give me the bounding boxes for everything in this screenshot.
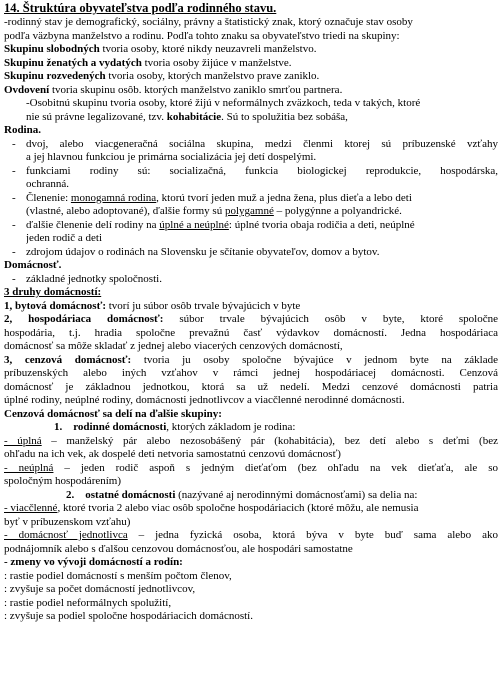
family-bullet-3-line-2 [26, 205, 498, 219]
household-heading: Domácnosť. [4, 259, 62, 271]
family-bullet-3-line-1 [26, 192, 498, 206]
membership-label: Členenie: [26, 191, 71, 204]
multi-member-text: , ktoré tvoria 2 alebo viac osôb spoločne hospodáriacich (ktoré môžu, ale nemusia [57, 502, 419, 514]
bullet-mark: - [12, 218, 16, 231]
group-married [4, 57, 498, 71]
family-heading: Rodina. [4, 124, 41, 136]
complete-household-line-1 [4, 435, 498, 449]
multi-member-term: - viacčlenné [4, 502, 58, 514]
group-divorced [4, 70, 498, 84]
household-bullet-1 [4, 273, 498, 287]
change-item: : rastie podiel neformálnych spolužití, [4, 596, 172, 609]
family-bullet-1-line-2: a jej hlavnou funkciou je primárna socializácia jej detí dospelými. [26, 151, 317, 163]
complete-household-line-2: ohľadu na ich vek, ak dospelé deti netvoria samostatnú cenzovú domácnosť) [4, 448, 341, 460]
incomplete-household-line-1 [4, 462, 498, 476]
cohabitation-line-1: -Osobitnú skupinu tvoria osoby, ktoré žijú v neformálnych zväzkoch, teda v takých, ktoré [26, 97, 421, 109]
family-bullet-2-line-2: ochranná. [26, 178, 70, 190]
single-person-line-2: podnájomník alebo s ďalšou cenzovou domácnosťou, ale hospodári samostatne [4, 542, 353, 555]
single-person-term: - domácnosť jednotlivca [4, 529, 128, 541]
type-economic-line-3: domácnosť sa môže skladať z jednej alebo viacerých cenzových domácností, [4, 340, 343, 352]
group-married-text: tvoria osoby žijúce v manželstve. [141, 56, 292, 69]
type-census-text: tvoria ju osoby spoločne bývajúce v jednom byte na základe [131, 353, 498, 366]
group-divorced-text: tvoria osoby, ktorých manželstvo prave zaniklo. [105, 70, 320, 82]
other-households-number: 2. [66, 488, 75, 501]
multi-member-line-1 [4, 502, 498, 516]
incomplete-household-line-2: spoločným hospodárením) [4, 475, 122, 487]
group-single-text: tvoria osoby, ktoré nikdy neuzavreli manželstvo. [99, 43, 317, 55]
family-bullet-4-line-2: jeden rodič a deti [26, 232, 103, 244]
complete-household-term: - úplná [4, 434, 42, 447]
change-item: : zvyšuje sa počet domácností jednotlivcov, [4, 583, 196, 595]
multi-member-line-2: byť v príbuzenskom vzťahu) [4, 515, 131, 528]
forms-text: (vlastné, alebo adoptované), ďalšie formy sú [26, 205, 225, 217]
single-person-text: – jedna fyzická osoba, ktorá býva v byte buď sama alebo ako [127, 529, 498, 541]
cohabitation-line-2 [4, 111, 498, 125]
household-bullet-1-line: základné jednotky spoločnosti. [26, 272, 162, 285]
family-bullet-5 [4, 246, 498, 260]
type-census-line-2: príbuzenských alebo iných vzťahov v rámci jednej hospodáriacej domácnosti. Cenzová [4, 367, 498, 379]
complete-incomplete-term: úplné a neúplné [159, 218, 229, 231]
type-dwelling [4, 300, 498, 314]
type-economic-text: súbor trvale bývajúcich osôb v byte, ktoré spoločne [163, 313, 498, 325]
complete-household-text: – manželský pár alebo nezosobášený pár (kohabitácia), bez detí alebo s deťmi (bez [41, 434, 498, 447]
group-single-label: Skupinu slobodných [4, 43, 100, 55]
family-bullet-1 [4, 138, 498, 165]
other-households-heading [4, 489, 498, 503]
polygamous-text: – polygýnne a polyandrické. [273, 205, 402, 217]
family-households-text: , ktorých základom je rodina: [166, 421, 296, 433]
family-households-number: 1. [54, 421, 63, 433]
family-bullet-5-line-1: zdrojom údajov o rodinách na Slovensku je sčítanie obyvateľov, domov a bytov. [26, 245, 380, 258]
intro-line-2: podľa väzbyna manželstvo a rodinu. Podľa tohto znaku sa obyvateľstvo triedi na skupiny: [4, 29, 400, 42]
family-households-label: rodinné domácnosti [73, 421, 167, 433]
incomplete-household-text: – jeden rodič aspoň s jedným dieťaťom (bez ohľadu na vek dieťaťa, ale so [53, 461, 498, 474]
type-economic-line-2: hospodária, t.j. hradia spoločne prevažnú časť výdavkov domácností. Jedna hospodáriaca [4, 326, 498, 339]
group-widowed [4, 84, 498, 98]
cohabitation-term: kohabitácie [166, 110, 222, 123]
family-bullet-3 [4, 192, 498, 219]
household-types-heading: 3 druhy domácností: [4, 286, 102, 298]
monogamous-family-term: monogamná rodina [70, 191, 157, 204]
type-economic-label: 2, hospodáriaca domácnosť: [4, 313, 164, 325]
intro-line-1: -rodinný stav je demografický, sociálny, právny a štatistický znak, ktorý označuje stav osoby [4, 16, 413, 28]
bullet-mark: - [12, 191, 16, 204]
monogamous-family-text: , ktorú tvorí jeden muž a jedna žena, plus dieťa a lebo deti [156, 191, 412, 204]
change-item: : rastie podiel domácností s menším počtom členov, [4, 569, 232, 582]
group-single [4, 43, 498, 57]
group-widowed-text: tvoria skupinu osôb. ktorých manželstvo zaniklo smrťou partnera. [49, 83, 343, 96]
further-division-text: ďalšie členenie delí rodiny na [26, 218, 160, 231]
type-dwelling-text: tvorí ju súbor osôb trvale bývajúcich v byte [106, 299, 301, 312]
changes-heading: - zmeny vo vývoji domácností a rodín: [4, 556, 183, 568]
family-bullet-4 [4, 219, 498, 246]
cohabitation-text-a: nie sú právne legalizované, tzv. [26, 110, 167, 123]
type-census-line-3: domácnosť je základnou jednotkou, ktorá sa už nedelí. Medzi cenzové domácnosti patria [4, 380, 498, 393]
type-economic-line-1 [4, 313, 498, 327]
group-married-label: Skupinu ženatých a vydatých [4, 56, 142, 69]
family-bullet-2 [4, 165, 498, 192]
type-census-label: 3, cenzová domácnosť: [4, 353, 132, 366]
group-divorced-label: Skupinu rozvedených [4, 70, 106, 82]
type-census-line-1 [4, 354, 498, 368]
single-person-line-1 [4, 529, 498, 543]
incomplete-household-term: - neúplná [4, 461, 54, 474]
bullet-mark: - [12, 272, 16, 285]
complete-incomplete-text: : úplné tvoria obaja rodičia a deti, neúplné [228, 218, 415, 231]
cohabitation-text-c: . Sú to spolužitia bez sobáša, [221, 110, 348, 123]
group-widowed-label: Ovdovení [4, 83, 50, 96]
change-item: : zvyšuje sa podiel spoločne hospodáriacich domácností. [4, 610, 253, 622]
type-dwelling-label: 1, bytová domácnosť: [4, 299, 106, 312]
bullet-mark: - [12, 164, 16, 177]
family-bullet-4-line-1 [26, 219, 498, 233]
polygamous-term: polygamné [224, 205, 274, 217]
census-subgroups-heading: Cenzová domácnosť sa delí na ďalšie skupiny: [4, 407, 222, 420]
family-households-heading [4, 421, 498, 435]
document-title: 14. Štruktúra obyvateľstva podľa rodinného stavu. [4, 1, 277, 15]
bullet-mark: - [12, 245, 16, 258]
family-bullet-2-line-1: funkciami rodiny sú: socializačná, funkcia biologickej reprodukcie, hospodárska, [26, 164, 498, 177]
family-bullet-1-line-1: dvoj, alebo viacgeneračná sociálna skupina, medzi členmi ktorej sú príbuzenské vzťahy [26, 137, 498, 150]
other-households-text: (nazývané aj nerodinnými domácnosťami) sa delia na: [175, 488, 418, 501]
bullet-mark: - [12, 137, 16, 150]
type-census-line-4: úplné rodiny, neúplné rodiny, domácnosti jednotlivcov a viacčlenné nerodinné domácnosti. [4, 394, 405, 406]
other-households-label: ostatné domácnosti [85, 488, 176, 501]
